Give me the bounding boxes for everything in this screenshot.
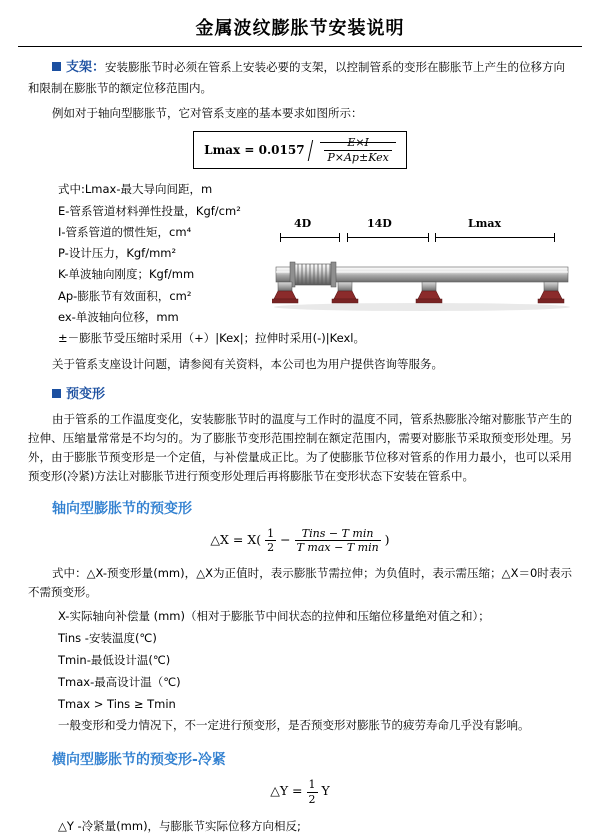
title-divider [18,46,582,47]
formula-delta-x-lhs: △X = X( [210,532,262,548]
paragraph-example: 例如对于轴向型膨胀节，它对管系支座的基本要求如图所示： [52,105,363,120]
definition-item: E-管系管道材料弹性投量，Kgf/cm² [58,203,241,218]
paragraph-support-design: 关于管系支座设计问题，请参阅有关资料，本公司也为用户提供咨询等服务。 [52,357,443,372]
dimension-14d [347,237,429,238]
definition-item: 式中:Lmax-最大导向间距，m [58,182,213,197]
definition-item: P-设计压力，Kgf/mm² [58,246,177,261]
formula-delta-y-rhs: Y [321,783,330,799]
paragraph-predeform-intro: 由于管系的工作温度变化，安装膨胀节时的温度与工作时的温度不同，管系热膨胀冷缩对膨胀节产生的拉伸、压缩量常常是不均匀的。为了膨胀节变形范围控制在额定范围内，需要对膨胀节采取预变形处理。另外，由于膨胀节预变形是一个定值，与补偿量成正比。为了使膨胀节位移对管系的作用力最小，也可以采用预变形(冷紧)方法让对膨胀节进行预变形处理后再将膨胀节在变形状态下安装在管系中。 [28,411,572,483]
definition-item: K-单波轴向刚度；Kgf/mm [58,267,195,282]
subheading-lateral-predeform: 横向型膨胀节的预变形-冷紧 [52,752,226,769]
dimension-lmax [435,237,555,238]
pipe-support-diagram [272,215,572,345]
document-body [0,57,600,838]
document-page [0,14,600,833]
pipe-diagram-graphic [272,243,572,343]
definition-item: Tins -安装温度(℃) [58,631,157,645]
definition-item: Tmax-最高设计温（℃) [58,674,181,689]
formula-lmax [28,131,572,170]
formula-lmax-denominator: P×Ap±Kex [327,150,389,164]
definition-item: ±－膨胀节受压缩时采用（+）|Kex|；拉伸时采用(-)|Kexl。 [58,331,366,346]
formula-delta-x [28,527,572,554]
section-heading-predeform [28,384,572,405]
diagram-dimension-lines [272,233,572,243]
definition-item: X-实际轴向补偿量 (mm)（相对于膨胀节中间状态的拉伸和压缩位移量绝对值之和）； [58,609,490,624]
definition-list-axial [28,606,572,737]
formula-delta-y [28,778,572,805]
definition-item: Tmin-最低设计温(℃) [58,652,171,667]
definition-item: Ap-膨胀节有效面积，cm² [58,288,192,303]
diagram-label-14d: 14D [367,217,392,231]
diagram-labels [272,215,572,233]
dimension-4d [280,237,340,238]
page-title: 金属波纹膨胀节安装说明 [195,18,405,39]
formula-lmax-radical [310,136,395,165]
formula-delta-x-half: $\frac{1}{2}$ [267,526,275,555]
square-bullet-icon [52,389,61,398]
formula-delta-x-ratio: $\frac{\text{Tins − T min}}{\text{T max − T min}}$ [296,526,379,555]
section-heading-supports: 支架：安装膨胀节时必须在管系上安装必要的支架，以控制管系的变形在膨胀节上产生的位移方向和限制在膨胀节的额定位移范围内。 [28,60,566,96]
formula-delta-x-rhs: ) [384,532,390,548]
section-heading-predeform-label: 预变形 [66,387,106,403]
note-delta-x-meaning: 式中：△X-预变形量(mm)，△X为正值时，表示膨胀节需拉伸；为负值时，表示需压缩；△X＝0时表示不需预变形。 [28,566,572,600]
formula-delta-y-half: $\frac{1}{2}$ [308,778,316,806]
note-axial-predeform: 一般变形和受力情况下，不一定进行预变形，是否预变形对膨胀节的疲劳寿命几乎没有影响。 [58,718,530,733]
square-bullet-icon [52,62,61,71]
definition-item: Tmax > Tins ≥ Tmin [58,696,176,711]
formula-delta-x-minus: − [280,532,291,548]
definition-item: I-管系管道的惯性矩，cm⁴ [58,224,192,239]
formula-delta-y-lhs: △Y = [270,783,303,799]
section-heading-supports-body: 安装膨胀节时必须在管系上安装必要的支架，以控制管系的变形在膨胀节上产生的位移方向和限制在膨胀节的额定位移范围内。 [28,60,566,96]
note-delta-y-meaning: △Y -冷紧量(mm)，与膨胀节实际位移方向相反; [58,818,301,833]
diagram-label-lmax: Lmax [468,217,502,231]
definition-item: ex-单波轴向位移，mm [58,309,179,324]
formula-lmax-lhs: Lmax = 0.0157 [204,142,305,157]
subheading-axial-predeform: 轴向型膨胀节的预变形 [52,500,192,517]
section-heading-supports-label: 支架 [66,60,93,75]
diagram-label-4d: 4D [294,217,312,231]
formula-lmax-numerator: E×I [324,136,391,151]
